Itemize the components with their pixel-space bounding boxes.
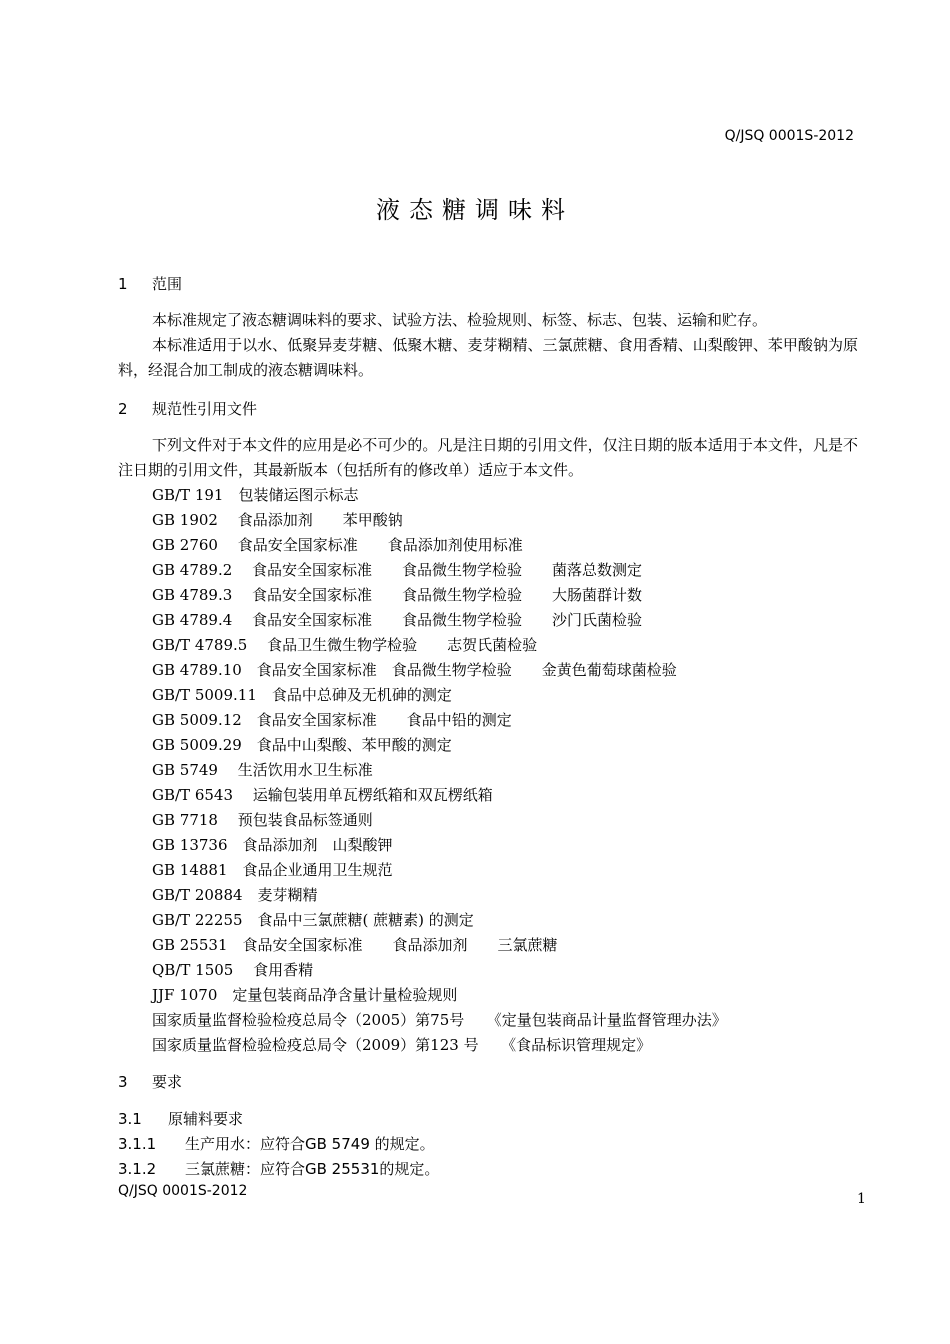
section-1-number: 1 (118, 275, 128, 293)
footer-doc-code: Q/JSQ 0001S-2012 (118, 1183, 248, 1199)
page-title: 液态糖调味料 (376, 196, 574, 224)
reference-item: GB/T 191 包装储运图示标志 (152, 486, 359, 504)
reference-item: GB 4789.4 食品安全国家标准 食品微生物学检验 沙门氏菌检验 (152, 611, 643, 629)
header-doc-code: Q/JSQ 0001S-2012 (724, 128, 854, 144)
reference-item: GB/T 22255 食品中三氯蔗糖( 蔗糖素) 的测定 (152, 911, 474, 929)
reference-item: 国家质量监督检验检疫总局令（2009）第123 号 《食品标识管理规定》 (152, 1036, 652, 1054)
reference-item: GB 5009.12 食品安全国家标准 食品中铅的测定 (152, 711, 512, 729)
section-3-number: 3 (118, 1073, 128, 1091)
reference-item: GB/T 20884 麦芽糊精 (152, 886, 318, 904)
reference-item: GB 13736 食品添加剂 山梨酸钾 (152, 836, 393, 854)
reference-item: GB/T 5009.11 食品中总砷及无机砷的测定 (152, 686, 452, 704)
reference-item: GB 25531 食品安全国家标准 食品添加剂 三氯蔗糖 (152, 936, 558, 954)
section-1-heading (118, 273, 182, 294)
page-number: 1 (857, 1191, 866, 1207)
clause-3-1-2 (118, 1158, 439, 1179)
reference-item: GB/T 6543 运输包装用单瓦楞纸箱和双瓦楞纸箱 (152, 786, 493, 804)
clause-text: 生产用水：应符合GB 5749 的规定。 (185, 1135, 435, 1153)
clause-3-1-1 (118, 1133, 435, 1154)
reference-item: GB 5009.29 食品中山梨酸、苯甲酸的测定 (152, 736, 452, 754)
reference-item: GB 7718 预包装食品标签通则 (152, 811, 373, 829)
section-1-paragraph-2: 本标准适用于以水、低聚异麦芽糖、低聚木糖、麦芽糊精、三氯蔗糖、食用香精、山梨酸钾、苯甲酸钠为原料，经混合加工制成的液态糖调味料。 (118, 336, 858, 379)
clause-text: 三氯蔗糖：应符合GB 25531的规定。 (185, 1160, 440, 1178)
section-2-title: 规范性引用文件 (152, 400, 258, 418)
reference-item: GB 14881 食品企业通用卫生规范 (152, 861, 393, 879)
reference-item: GB 1902 食品添加剂 苯甲酸钠 (152, 511, 403, 529)
section-2-heading (118, 398, 257, 419)
reference-item: GB 4789.10 食品安全国家标准 食品微生物学检验 金黄色葡萄球菌检验 (152, 661, 677, 679)
clause-number: 3.1.1 (118, 1135, 157, 1153)
section-3-heading (118, 1071, 182, 1092)
section-2-intro: 下列文件对于本文件的应用是必不可少的。凡是注日期的引用文件，仅注日期的版本适用于本文件，凡是不注日期的引用文件，其最新版本（包括所有的修改单）适应于本文件。 (118, 436, 858, 479)
section-1-paragraph-1: 本标准规定了液态糖调味料的要求、试验方法、检验规则、标签、标志、包装、运输和贮存。 (152, 311, 768, 329)
reference-item: GB 4789.3 食品安全国家标准 食品微生物学检验 大肠菌群计数 (152, 586, 643, 604)
subsection-3-1-number: 3.1 (118, 1110, 142, 1128)
section-1-title: 范围 (152, 275, 183, 293)
section-2-number: 2 (118, 400, 128, 418)
reference-item: GB 2760 食品安全国家标准 食品添加剂使用标准 (152, 536, 523, 554)
clause-number: 3.1.2 (118, 1160, 157, 1178)
reference-item: QB/T 1505 食用香精 (152, 961, 314, 979)
subsection-3-1-title: 原辅料要求 (168, 1110, 244, 1128)
section-3-title: 要求 (152, 1073, 183, 1091)
reference-item: GB 4789.2 食品安全国家标准 食品微生物学检验 菌落总数测定 (152, 561, 643, 579)
reference-item: JJF 1070 定量包装商品净含量计量检验规则 (152, 986, 458, 1004)
subsection-3-1-heading (118, 1108, 243, 1129)
reference-item: GB 5749 生活饮用水卫生标准 (152, 761, 373, 779)
reference-item: 国家质量监督检验检疫总局令（2005）第75号 《定量包装商品计量监督管理办法》 (152, 1011, 727, 1029)
reference-item: GB/T 4789.5 食品卫生微生物学检验 志贺氏菌检验 (152, 636, 538, 654)
